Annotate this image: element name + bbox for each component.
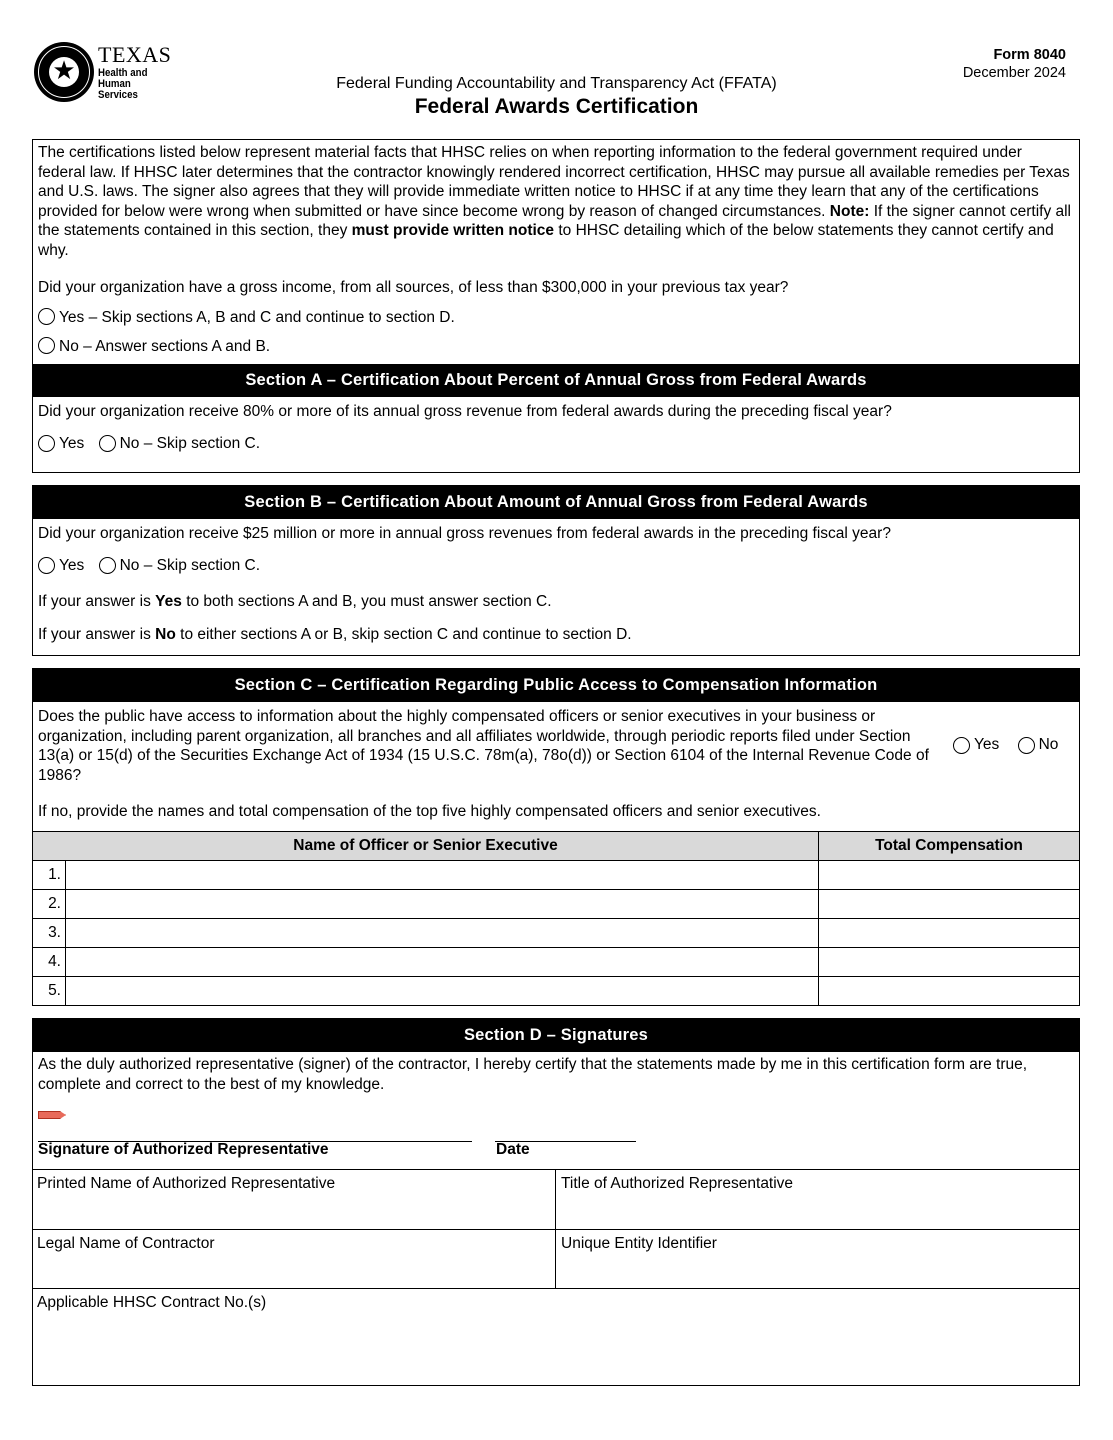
- section-d-heading: Section D – Signatures: [33, 1019, 1079, 1052]
- option-income-yes[interactable]: Yes – Skip sections A, B and C and continue to section D.: [33, 308, 1079, 328]
- section-a-question: Did your organization receive 80% or more of its annual gross revenue from federal awards during the preceding fiscal year?: [38, 403, 892, 421]
- section-b-question: Did your organization receive $25 million or more in annual gross revenues from federal awards in the preceding fiscal year?: [38, 525, 891, 542]
- section-c-instruction: If no, provide the names and total compensation of the top five highly compensated officers and senior executives.: [38, 803, 821, 821]
- date-label: Date: [496, 1141, 530, 1158]
- gross-income-question: Did your organization have a gross income, from all sources, of less than $300,000 in your previous tax year?: [38, 278, 789, 296]
- sign-here-tag-icon: [38, 1111, 66, 1119]
- officer-name-input-3[interactable]: [66, 918, 819, 947]
- radio-a-yes[interactable]: [38, 435, 55, 452]
- officer-name-input-2[interactable]: [66, 889, 819, 918]
- compensation-input-5[interactable]: [819, 976, 1080, 1005]
- option-a-yes[interactable]: Yes: [38, 434, 84, 454]
- radio-c-no[interactable]: [1018, 737, 1035, 754]
- legal-name-field[interactable]: Legal Name of Contractor: [32, 1230, 556, 1288]
- section-c-box: [32, 668, 1080, 1006]
- section-d-statement: As the duly authorized representative (signer) of the contractor, I hereby certify that the statements made by me in this certification form are true, complete and correct to the best of my knowledge.: [38, 1056, 1028, 1093]
- table-row: 5.: [33, 976, 1080, 1005]
- form-subtitle: Federal Funding Accountability and Transparency Act (FFATA): [336, 75, 777, 92]
- intro-box: [32, 139, 1080, 473]
- compensation-input-4[interactable]: [819, 947, 1080, 976]
- radio-b-no[interactable]: [99, 557, 116, 574]
- table-row: 3.: [33, 918, 1080, 947]
- signature-label: Signature of Authorized Representative: [38, 1141, 329, 1158]
- section-b-heading: Section B – Certification About Amount of Annual Gross from Federal Awards: [33, 486, 1079, 519]
- option-income-no[interactable]: No – Answer sections A and B.: [33, 337, 1079, 357]
- section-b-note-no: If your answer is No to either sections A or B, skip section C and continue to section D.: [38, 626, 632, 644]
- officer-name-input-1[interactable]: [66, 860, 819, 889]
- compensation-input-3[interactable]: [819, 918, 1080, 947]
- table-row: 4.: [33, 947, 1080, 976]
- table-row: 1.: [33, 860, 1080, 889]
- logo-line2: Health and Human: [98, 66, 148, 90]
- section-a-heading: Section A – Certification About Percent of Annual Gross from Federal Awards: [33, 364, 1079, 397]
- contract-number-field[interactable]: Applicable HHSC Contract No.(s): [37, 1294, 267, 1311]
- column-header-name: Name of Officer or Senior Executive: [33, 831, 819, 860]
- section-d-box: [32, 1018, 1080, 1386]
- option-c-no[interactable]: No: [1018, 736, 1059, 754]
- logo-line3: Services: [98, 88, 138, 101]
- officer-name-input-4[interactable]: [66, 947, 819, 976]
- intro-paragraph: The certifications listed below represent material facts that HHSC relies on when reporting information to the federal government required under federal law. If HHSC later determines that the contractor knowingly rendered incorrect certification, HHSC may pursue all available remedies per Texas and U.S. laws. The signer also agrees that they will provide immediate written notice to HHSC if at any time they learn that any of the certifications provided for below were wrong when submitted or have since become wrong by reason of changed circumstances. Note: If the signer cannot certify all the statements contained in this section, they must provide written notice to HHSC detailing which of the below statements they cannot certify and why.: [38, 144, 1072, 259]
- officers-table: [32, 831, 1080, 1006]
- radio-income-yes[interactable]: [38, 308, 55, 325]
- hhs-logo: [34, 41, 194, 103]
- form-date: December 2024: [962, 65, 1066, 81]
- table-row: 2.: [33, 889, 1080, 918]
- option-b-yes[interactable]: Yes: [38, 556, 84, 576]
- uei-field[interactable]: Unique Entity Identifier: [561, 1235, 717, 1252]
- compensation-input-2[interactable]: [819, 889, 1080, 918]
- section-c-heading: Section C – Certification Regarding Public Access to Compensation Information: [33, 669, 1079, 702]
- officer-name-input-5[interactable]: [66, 976, 819, 1005]
- column-header-compensation: Total Compensation: [819, 831, 1080, 860]
- radio-income-no[interactable]: [38, 337, 55, 354]
- form-title: Federal Awards Certification: [414, 95, 699, 118]
- option-a-no[interactable]: No – Skip section C.: [99, 434, 260, 454]
- section-b-note-yes: If your answer is Yes to both sections A and B, you must answer section C.: [38, 593, 552, 611]
- radio-c-yes[interactable]: [953, 737, 970, 754]
- radio-b-yes[interactable]: [38, 557, 55, 574]
- section-c-question: Does the public have access to information about the highly compensated officers or senior executives in your business or organization, including parent organization, all branches and all affiliates worldwide, through periodic reports filed under Section 13(a) or 15(d) of the Securities Exchange Act of 1934 (15 U.S.C. 78m(a), 78o(d)) or Section 6104 of the Internal Revenue Code of 1986?: [38, 708, 929, 784]
- texas-seal-icon: ★: [34, 42, 94, 102]
- option-c-yes[interactable]: Yes: [953, 736, 999, 754]
- form-id: [963, 46, 1066, 82]
- compensation-input-1[interactable]: [819, 860, 1080, 889]
- logo-texas: TEXAS: [98, 41, 172, 67]
- radio-a-no[interactable]: [99, 435, 116, 452]
- option-b-no[interactable]: No – Skip section C.: [99, 556, 260, 576]
- section-b-box: [32, 485, 1080, 656]
- printed-name-field[interactable]: Printed Name of Authorized Representative: [32, 1170, 556, 1229]
- form-number: Form 8040: [993, 47, 1066, 63]
- title-field[interactable]: Title of Authorized Representative: [561, 1175, 794, 1192]
